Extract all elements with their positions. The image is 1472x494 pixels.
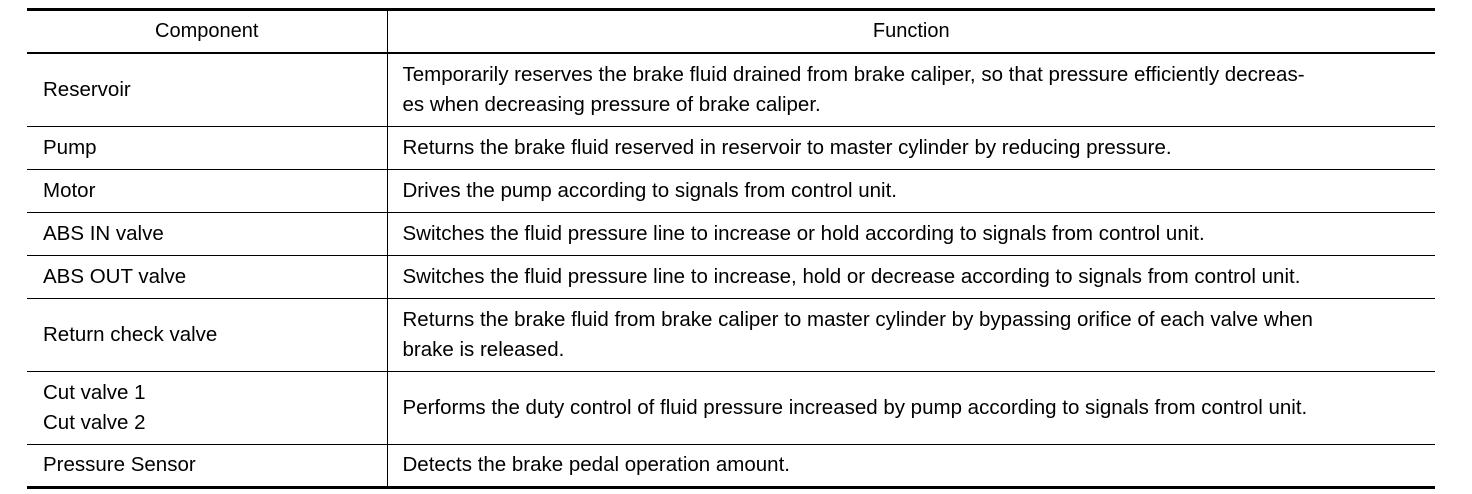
function-text: Returns the brake fluid from brake caliper to master cylinder by bypassing orifice of each valve when [402,307,1313,331]
function-text: Temporarily reserves the brake fluid drained from brake caliper, so that pressure efficiently decreas- [402,62,1305,86]
component-cell [27,169,387,212]
component-text: Reservoir [43,77,131,101]
function-cell [387,126,1435,169]
function-text: Drives the pump according to signals from control unit. [402,178,898,202]
function-cell [387,255,1435,298]
function-text: es when decreasing pressure of brake caliper. [402,92,821,116]
component-cell [27,371,387,444]
table-row [27,444,1435,487]
function-text: brake is released. [402,337,565,361]
table-row [27,371,1435,444]
component-text: Cut valve 2 [43,410,146,434]
function-cell [387,298,1435,371]
function-text: Switches the fluid pressure line to increase, hold or decrease according to signals from control unit. [402,264,1301,288]
component-cell [27,444,387,487]
table-row [27,53,1435,126]
component-cell [27,212,387,255]
component-text: Pressure Sensor [43,453,196,476]
component-cell [27,298,387,371]
function-text: Returns the brake fluid reserved in reservoir to master cylinder by reducing pressure. [402,135,1172,159]
function-text: Detects the brake pedal operation amount. [402,453,790,476]
table-row [27,126,1435,169]
component-text: Pump [43,135,97,159]
function-cell [387,169,1435,212]
header-component: Component [27,10,387,54]
table-body [27,53,1435,487]
component-cell [27,255,387,298]
component-text: Cut valve 1 [43,380,146,404]
function-cell [387,212,1435,255]
component-text: Return check valve [43,322,218,346]
function-text: Switches the fluid pressure line to increase or hold according to signals from control unit. [402,221,1205,245]
table-header [27,10,1435,54]
table-row [27,169,1435,212]
component-function-table [27,8,1435,489]
function-text: Performs the duty control of fluid pressure increased by pump according to signals from control unit. [402,395,1308,419]
header-row [27,10,1435,54]
component-text: ABS OUT valve [43,264,187,288]
function-cell [387,444,1435,487]
component-cell [27,53,387,126]
function-cell [387,371,1435,444]
table-row [27,212,1435,255]
component-text: Motor [43,178,96,202]
header-function: Function [387,10,1435,54]
component-text: ABS IN valve [43,221,164,245]
table-row [27,255,1435,298]
function-cell [387,53,1435,126]
table-row [27,298,1435,371]
component-cell [27,126,387,169]
